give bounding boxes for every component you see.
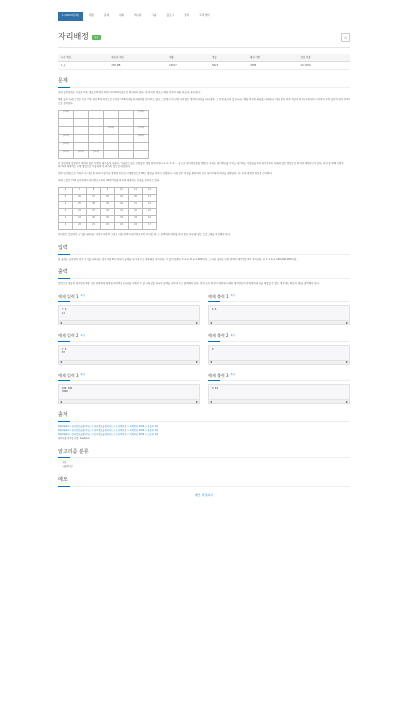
sample-output-header <box>208 373 350 381</box>
grid-row <box>59 150 149 158</box>
seat-order-cell: 17 <box>143 222 157 229</box>
seat-order-cell: 31 <box>129 201 143 208</box>
problem-paragraph: 이 공연장에 입장하기 위하여 많은 사람이 대기줄에 서있다. 기다리고 있는 사람들은 제일 앞에서부터 1, 2, 3, 4, ... 순으로 대기번호표를 받았다. 우리는 대기번호를 가지고 대기하는 사람들을 1번 대기자부터 아래와 같은 방법으로 좌석에 배정하고자 한다. 먼저 첫 번째 사람은 (1,1)에 배정하고 시계 방향으로 이동하며 빈 좌석이 있으면 배정한다. <box>58 161 344 169</box>
title-group <box>58 32 101 43</box>
source-list <box>58 425 350 441</box>
seat-order-cell: 32 <box>129 208 143 215</box>
stats-value: 256 MB <box>108 62 166 70</box>
seat-order-cell: 5 <box>59 194 73 201</box>
seat-order-grid <box>58 187 157 230</box>
seat-order-cell: 9 <box>101 187 115 194</box>
seat-coordinate-cell <box>119 126 134 134</box>
sample-output-header <box>208 333 350 341</box>
seat-coordinate-cell <box>59 126 74 134</box>
scroll-right-icon[interactable] <box>196 361 198 363</box>
seat-coordinate-cell <box>104 110 119 118</box>
sample-input-header <box>58 294 200 302</box>
seat-order-cell: 29 <box>115 194 129 201</box>
stats-value: 5823 <box>209 62 247 70</box>
seat-coordinate-cell <box>134 150 149 158</box>
seat-coordinate-cell: (6,3) <box>134 134 149 142</box>
sample-input-block <box>58 294 200 325</box>
sample-output-title: 예제 출력 2 <box>208 333 229 339</box>
nav-item-problem-number[interactable]: 1 (NACH문제) <box>58 12 83 21</box>
seat-order-cell: 39 <box>101 201 115 208</box>
seat-order-cell: 22 <box>73 222 87 229</box>
seat-order-cell: 21 <box>87 222 101 229</box>
algorithm-tag[interactable]: 시뮬레이션 <box>62 465 73 469</box>
seat-coordinate-cell: (3,1) <box>89 150 104 158</box>
seat-coordinate-cell: (7,6) <box>134 110 149 118</box>
section-heading-source: 출처 <box>58 412 350 422</box>
seat-order-cell: 7 <box>73 187 87 194</box>
copy-button[interactable]: 복사 <box>80 333 85 337</box>
seat-order-cell: 23 <box>73 215 87 222</box>
seat-order-cell: 34 <box>115 215 129 222</box>
nav-item-board[interactable]: 게시판 <box>134 14 142 18</box>
input-section <box>58 245 350 262</box>
seat-order-cell: 25 <box>73 201 87 208</box>
sample-input-header <box>58 373 200 381</box>
seat-order-cell: 20 <box>101 222 115 229</box>
seat-coordinate-cell <box>104 142 119 150</box>
problem-stats-table <box>58 54 350 70</box>
seat-coordinate-cell: (7,4) <box>134 126 149 134</box>
nav-item-problems[interactable]: 문제 <box>103 14 109 18</box>
scroll-right-icon[interactable] <box>196 322 198 324</box>
stats-header: 정답 <box>209 54 247 62</box>
seat-coordinate-cell <box>134 142 149 150</box>
horizontal-scrollbar[interactable] <box>209 360 349 364</box>
seat-order-cell: 26 <box>73 194 87 201</box>
stats-header: 정답 비율 <box>298 54 350 62</box>
source-section <box>58 412 350 441</box>
algorithm-tag[interactable]: 구현 <box>62 461 67 465</box>
seat-coordinate-cell: (1,2) <box>59 142 74 150</box>
seat-coordinate-cell <box>104 134 119 142</box>
seat-coordinate-cell: (2,1) <box>74 150 89 158</box>
sample-row <box>58 373 350 404</box>
grid-row <box>59 110 149 118</box>
grid-row <box>59 201 157 208</box>
title-row <box>58 32 350 48</box>
section-heading-input: 입력 <box>58 245 350 255</box>
stats-value: 1 초 <box>58 62 108 70</box>
horizontal-scrollbar[interactable] <box>209 320 349 324</box>
seat-coordinate-grid <box>58 110 149 159</box>
scroll-left-icon[interactable] <box>210 322 212 324</box>
seat-coordinate-cell <box>74 110 89 118</box>
scroll-left-icon[interactable] <box>210 361 212 363</box>
section-heading-problem: 문제 <box>58 78 350 88</box>
seat-coordinate-cell <box>89 118 104 126</box>
seat-order-cell: 8 <box>87 187 101 194</box>
seat-coordinate-cell <box>89 142 104 150</box>
sample-output-title: 예제 출력 1 <box>208 293 229 299</box>
output-description: 입력으로 제공된 대기번호 K를 가진 관객에게 배정될 좌석번호 (x,y)를 구해서 두 값, x와 y를 하나의 공백을 사이에 두고 출력해야 한다. 만약 모든 좌석이 배정되어 해당 대기번호의 관객에게 좌석을 배정할 수 없는 경우에는 0(숫자 영)을 출력해야 한다. <box>58 282 320 286</box>
copy-button[interactable]: 복사 <box>80 294 85 298</box>
grid-row <box>59 194 157 201</box>
memo-section <box>58 477 350 497</box>
copy-button[interactable]: 복사 <box>230 333 235 337</box>
grid-row <box>59 208 157 215</box>
seat-coordinate-cell <box>104 118 119 126</box>
source-link[interactable]: Olympiad > 한국정보올림피아드 > 한국정보올림피아드시․도지역본선 > 지역본선 2012 > 초등부 3번 <box>58 424 159 428</box>
seat-coordinate-cell <box>89 134 104 142</box>
seat-coordinate-cell: (1,3) <box>59 134 74 142</box>
sample-input-header <box>58 333 200 341</box>
problem-paragraph: 어떤 공연장에는 가로로 C개, 세로로 R개의 좌석이 C×R격자형으로 배치되어 있다. 각 좌석의 번호는 해당 격자의 좌표 (x,y)로 표시된다. <box>58 91 201 95</box>
sample-input-text: 7 6 11 <box>62 308 67 315</box>
input-description: 첫 줄에는 공연장의 격자 크기를 나타내는 정수 C와 R이 하나의 공백을 사이에 두고 차례대로 주어진다. 두 값의 범위는 5 ≤ C, R ≤ 1,000이다. 그 다음 줄에는 어떤 관객의 대기번호 K가 주어진다. 단 1 ≤ K ≤ 100,000,000이다. <box>58 257 297 261</box>
problem-paragraph: 아래 그림은 7×6 공연장에서 대기번호 1부터 42번까지를 좌석에 배정하는 과정을 보여주고 있다. <box>58 179 160 183</box>
seat-coordinate-cell: (1,1) <box>59 150 74 158</box>
seat-order-cell: 4 <box>59 201 73 208</box>
sample-input-text: 7 6 87 <box>62 347 67 354</box>
horizontal-scrollbar[interactable] <box>59 360 199 364</box>
seat-coordinate-cell <box>59 118 74 126</box>
seat-coordinate-cell <box>89 126 104 134</box>
star-icon[interactable]: ☆ <box>341 33 350 42</box>
source-credit: 데이터를 추가한 사람: baekjoon <box>58 436 90 440</box>
algorithm-tag-list <box>58 461 350 469</box>
sample-input-block <box>58 373 200 404</box>
stats-header: 메모리 제한 <box>108 54 166 62</box>
scroll-right-icon[interactable] <box>346 322 348 324</box>
seat-coordinate-cell: (4,4) <box>104 126 119 134</box>
section-heading-output: 출력 <box>58 269 350 279</box>
section-heading-memo: 메모 <box>58 477 350 487</box>
scroll-right-icon[interactable] <box>346 361 348 363</box>
nav-item-lecture[interactable]: 강의 <box>184 14 190 18</box>
grid-row <box>59 142 149 150</box>
write-memo-button[interactable]: 메모 작성하기 <box>194 493 214 498</box>
seat-coordinate-cell <box>119 142 134 150</box>
sample-input-box[interactable] <box>58 384 200 404</box>
seat-order-cell: 27 <box>87 194 101 201</box>
nav-item-submit[interactable]: 채점 <box>88 14 94 18</box>
horizontal-scrollbar[interactable] <box>59 399 199 403</box>
stats-header: 시간 제한 <box>58 54 108 62</box>
seat-order-cell: 28 <box>101 194 115 201</box>
status-badge: 성공 <box>93 35 99 39</box>
copy-button[interactable]: 복사 <box>80 372 85 376</box>
seat-order-cell: 33 <box>129 215 143 222</box>
sample-input-block <box>58 333 200 364</box>
seat-coordinate-cell <box>89 110 104 118</box>
seat-order-cell: 13 <box>143 194 157 201</box>
grid-row <box>59 215 157 222</box>
seat-coordinate-cell <box>74 118 89 126</box>
sample-output-title: 예제 출력 3 <box>208 372 229 378</box>
sample-output-block <box>208 373 350 404</box>
seat-coordinate-cell <box>119 118 134 126</box>
seat-coordinate-cell: (7,6) <box>59 110 74 118</box>
sample-output-block <box>208 294 350 325</box>
stats-header: 맞힌 사람 <box>247 54 297 62</box>
seat-order-cell: 35 <box>101 215 115 222</box>
sample-output-box[interactable] <box>208 384 350 404</box>
source-link[interactable]: Olympiad > 한국정보올림피아드 > 한국정보올림피아드시․도지역본선 > 지역본선 2012 > 중등부 2번 <box>58 428 159 432</box>
sample-row <box>58 294 350 325</box>
seat-order-cell: 36 <box>87 215 101 222</box>
seat-order-cell: 14 <box>143 201 157 208</box>
problem-section <box>58 78 350 237</box>
sample-input-box[interactable] <box>58 305 200 325</box>
section-heading-algorithm: 알고리즘 분류 <box>58 449 350 459</box>
seat-coordinate-cell <box>74 142 89 150</box>
seat-order-cell: 40 <box>115 201 129 208</box>
sample-row <box>58 333 350 364</box>
sample-output-block <box>208 333 350 364</box>
horizontal-scrollbar[interactable] <box>209 399 349 403</box>
scroll-left-icon[interactable] <box>60 401 62 403</box>
seat-coordinate-cell <box>74 126 89 134</box>
scroll-left-icon[interactable] <box>210 401 212 403</box>
sample-input-text: 100 100 3000 <box>62 387 73 394</box>
seat-order-cell: 15 <box>143 208 157 215</box>
seat-coordinate-cell <box>119 110 134 118</box>
stats-value: 29.709% <box>298 62 350 70</box>
seat-order-cell: 24 <box>73 208 87 215</box>
sample-input-title: 예제 입력 1 <box>58 293 79 299</box>
seat-order-cell: 10 <box>115 187 129 194</box>
sample-output-text: 0 <box>212 347 214 351</box>
problem-paragraph: 예를 들어 아래 그림은 가로 7개, 세로 6개 좌석으로 구성된 7×6격자형 좌석배치를 보여주고 있다. 그림에서 각 단위 사각형은 개개의 좌석을 나타내며, 그 안에 표시된 값 (x,y)는 해당 좌석의 좌표를 나타낸다. 이와 같이 좌측 하단의 좌석 (1,1)에서 시작하여 우측 상단의 좌석 (7,6)으로 정의된다. <box>58 97 350 105</box>
stats-value: 4388 <box>247 62 297 70</box>
seat-order-cell: 6 <box>59 187 73 194</box>
horizontal-scrollbar[interactable] <box>59 320 199 324</box>
output-section <box>58 269 350 286</box>
grid-row <box>59 187 157 194</box>
source-link[interactable]: Olympiad > 한국정보올림피아드 > 한국정보올림피아드시․도지역본선 > 지역본선 2012 > 고등부 1번 <box>58 432 159 436</box>
seat-coordinate-cell <box>119 150 134 158</box>
seat-order-cell: 19 <box>115 222 129 229</box>
sample-output-box[interactable] <box>208 305 350 325</box>
sample-input-title: 예제 입력 2 <box>58 333 79 339</box>
copy-button[interactable]: 복사 <box>230 294 235 298</box>
seat-order-cell: 30 <box>129 194 143 201</box>
seat-order-cell: 2 <box>59 215 73 222</box>
sample-output-header <box>208 294 350 302</box>
seat-order-cell: 37 <box>87 208 101 215</box>
seat-order-cell: 16 <box>143 215 157 222</box>
seat-coordinate-cell <box>119 134 134 142</box>
page-title: 자리배정 <box>58 32 89 41</box>
grid-row <box>59 118 149 126</box>
scroll-right-icon[interactable] <box>346 401 348 403</box>
nav-item-support[interactable]: 고객 센터 <box>199 14 210 18</box>
algorithm-section <box>58 449 350 470</box>
seat-order-cell: 42 <box>101 208 115 215</box>
seat-order-cell: 1 <box>59 222 73 229</box>
sample-output-box[interactable] <box>208 345 350 365</box>
scroll-left-icon[interactable] <box>60 322 62 324</box>
sample-output-text: 6 6 <box>212 308 217 312</box>
seat-order-cell: 3 <box>59 208 73 215</box>
nav-item-contest[interactable]: 대회 <box>118 14 124 18</box>
problem-paragraph: 여러분은 공연장의 크기를 나타내는 자연수 C와 R 그리고 어떤 관객의 대기번호 K가 주어질 때, 그 관객에게 배정될 좌석 번호 (x,y)를 찾는 프로그램을 작성해야 한다. <box>58 232 231 236</box>
problem-paragraph: 만약 한 방향으로 가다가 더 이상 빈 좌석이 없거나 경계에 이르면 시계방향으로 90도 방향을 바꾸어 진행한다. 이와 같은 과정을 반복하며 모든 대기자에게 좌석을 배정한다. 단, 이미 배정된 좌석은 건너뛴다. <box>58 172 273 176</box>
sample-output-text: 9 64 <box>212 387 218 391</box>
grid-row <box>59 134 149 142</box>
top-nav <box>58 10 350 22</box>
seat-coordinate-cell <box>134 118 149 126</box>
grid-row <box>59 126 149 134</box>
sample-input-box[interactable] <box>58 345 200 365</box>
nav-item-blog[interactable]: 블로그 <box>166 14 175 18</box>
grid-row <box>59 222 157 229</box>
sample-input-title: 예제 입력 3 <box>58 372 79 378</box>
seat-coordinate-cell <box>104 150 119 158</box>
stats-value-row <box>58 62 350 70</box>
seat-order-cell: 41 <box>115 208 129 215</box>
stats-value: 18917 <box>166 62 209 70</box>
seat-order-cell: 18 <box>129 222 143 229</box>
scroll-right-icon[interactable] <box>196 401 198 403</box>
seat-order-cell: 11 <box>129 187 143 194</box>
seat-order-cell: 38 <box>87 201 101 208</box>
scroll-left-icon[interactable] <box>60 361 62 363</box>
copy-button[interactable]: 복사 <box>230 372 235 376</box>
nav-item-group[interactable]: 그룹 <box>151 14 157 18</box>
stats-header-row <box>58 54 350 62</box>
stats-header: 제출 <box>166 54 209 62</box>
seat-order-cell: 12 <box>143 187 157 194</box>
seat-coordinate-cell <box>74 134 89 142</box>
